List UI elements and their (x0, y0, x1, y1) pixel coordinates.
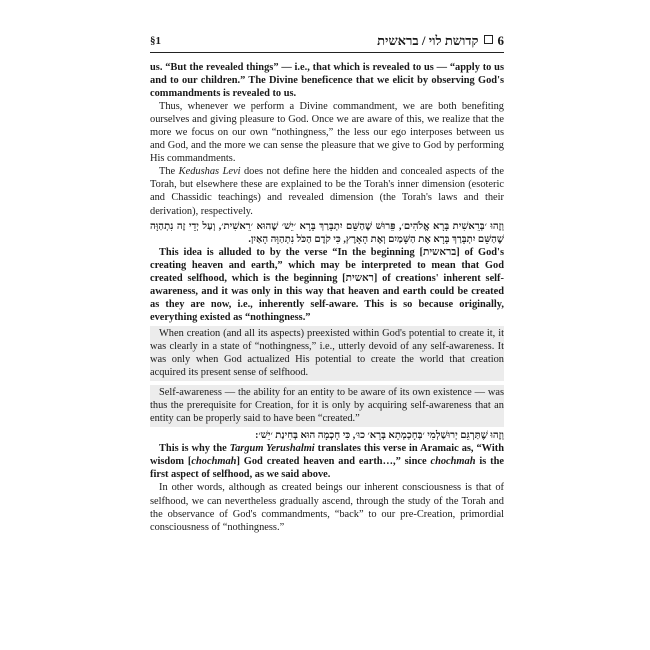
paragraph-8: In other words, although as created beings our inherent consciousness is that of selfhood, we can nevertheless gradually ascend, through the study of the Torah and the observance of God's commandments, “back” to our pre-Creation, primordial consciousness of “nothingness.” (150, 482, 504, 533)
highlighted-block (150, 326, 504, 381)
page-header (150, 30, 504, 53)
running-title: קדושת לוי / בראשית (377, 33, 479, 48)
paragraph-2: Thus, whenever we perform a Divine commandment, we are both benefiting ourselves and giving pleasure to God. Once we are aware of this, we realize that the more we focus on our own “nothingness,” the less our ego interposes between us and God, and the more we can sense the pleasure that we give to God by performing His commandments. (150, 101, 504, 165)
hebrew-text-2: וְזֶהוּ שֶׁתַּרְגֵּם יְרוּשַׁלְמִי ׳בְּחָכְמְתָא בְּרָא׳ כוּ׳, כִּי חָכְמָה הוּא בְּחִינַת ׳יֵשׁ׳: (255, 430, 504, 442)
section-mark: §1 (150, 35, 161, 47)
running-head (377, 33, 504, 49)
page-number: 6 (497, 33, 504, 48)
book-title-kedushas-levi: Kedushas Levi (178, 166, 241, 178)
paragraph-7: This is why the Targum Yerushalmi translates this verse in Aramaic as, “With wisdom [chochmah] God created heaven and earth…,” since chochmah is the first aspect of selfhood, as we said above. (150, 443, 505, 481)
main-text (150, 61, 504, 534)
paragraph-5: When creation (and all its aspects) preexisted within God's potential to create it, it was clearly in a state of “nothingness,” i.e., utterly devoid of any self-awareness. It was only when God actualized His potential to create the world that creation acquired its present sense of selfhood. (150, 327, 504, 379)
paragraph-3: The Kedushas Levi does not define here the hidden and concealed aspects of the Torah, but elsewhere these are explained to be the Torah's inner dimension (esoteric and Chassidic teachings) and revealed dimension (the Torah's laws and their derivation), respectively. (150, 166, 504, 217)
hebrew-word-bereishis: בראשית (423, 246, 457, 258)
hebrew-word-reishis: ראשית (345, 272, 374, 284)
paragraph-6: Self-awareness — the ability for an entity to be aware of its own existence — was thus the prerequisite for Creation, for it is only by acquiring self-awareness that an entity can be properly said to have been “created.” (150, 387, 504, 425)
paragraph-4: This idea is alluded to by the verse “In the beginning [בראשית] of God's creating heaven and earth,” which may be interpreted to mean that God created selfhood, which is the beginning [ראשית] of creations' inherent self-awareness, and it was only in this way that heaven and earth could be created as they are now, i.e., inherently self-aware. This is so because originally, everything existed as “nothingness.” (150, 246, 504, 323)
paragraph-1: us. “But the revealed things” — i.e., that which is revealed to us — “apply to us and to our children.” The Divine beneficence that we elicit by observing God's commandments is revealed to us. (150, 62, 504, 100)
highlighted-block-2 (150, 385, 504, 427)
hebrew-text-1: וְזֶהוּ ׳בְּרֵאשִׁית בָּרָא אֱלֹהִים׳, פֵּרוּשׁ שֶׁהַשֵּׁם יִתְבָּרַךְ בָּרָא ׳יֵשׁ׳ שֶׁהוּא ׳רֵאשִׁית׳, וְעַל יְדֵי זֶה נִתְהַוָּה שֶׁהַשֵּׁם יִתְבָּרַךְ בָּרָא אֶת הַשָּׁמַיִם וְאֶת הָאָרֶץ, כִּי קֹדֶם הַכֹּל נִתְהַוָּה הָאַיִן. (150, 220, 504, 245)
square-separator-icon (484, 35, 493, 44)
